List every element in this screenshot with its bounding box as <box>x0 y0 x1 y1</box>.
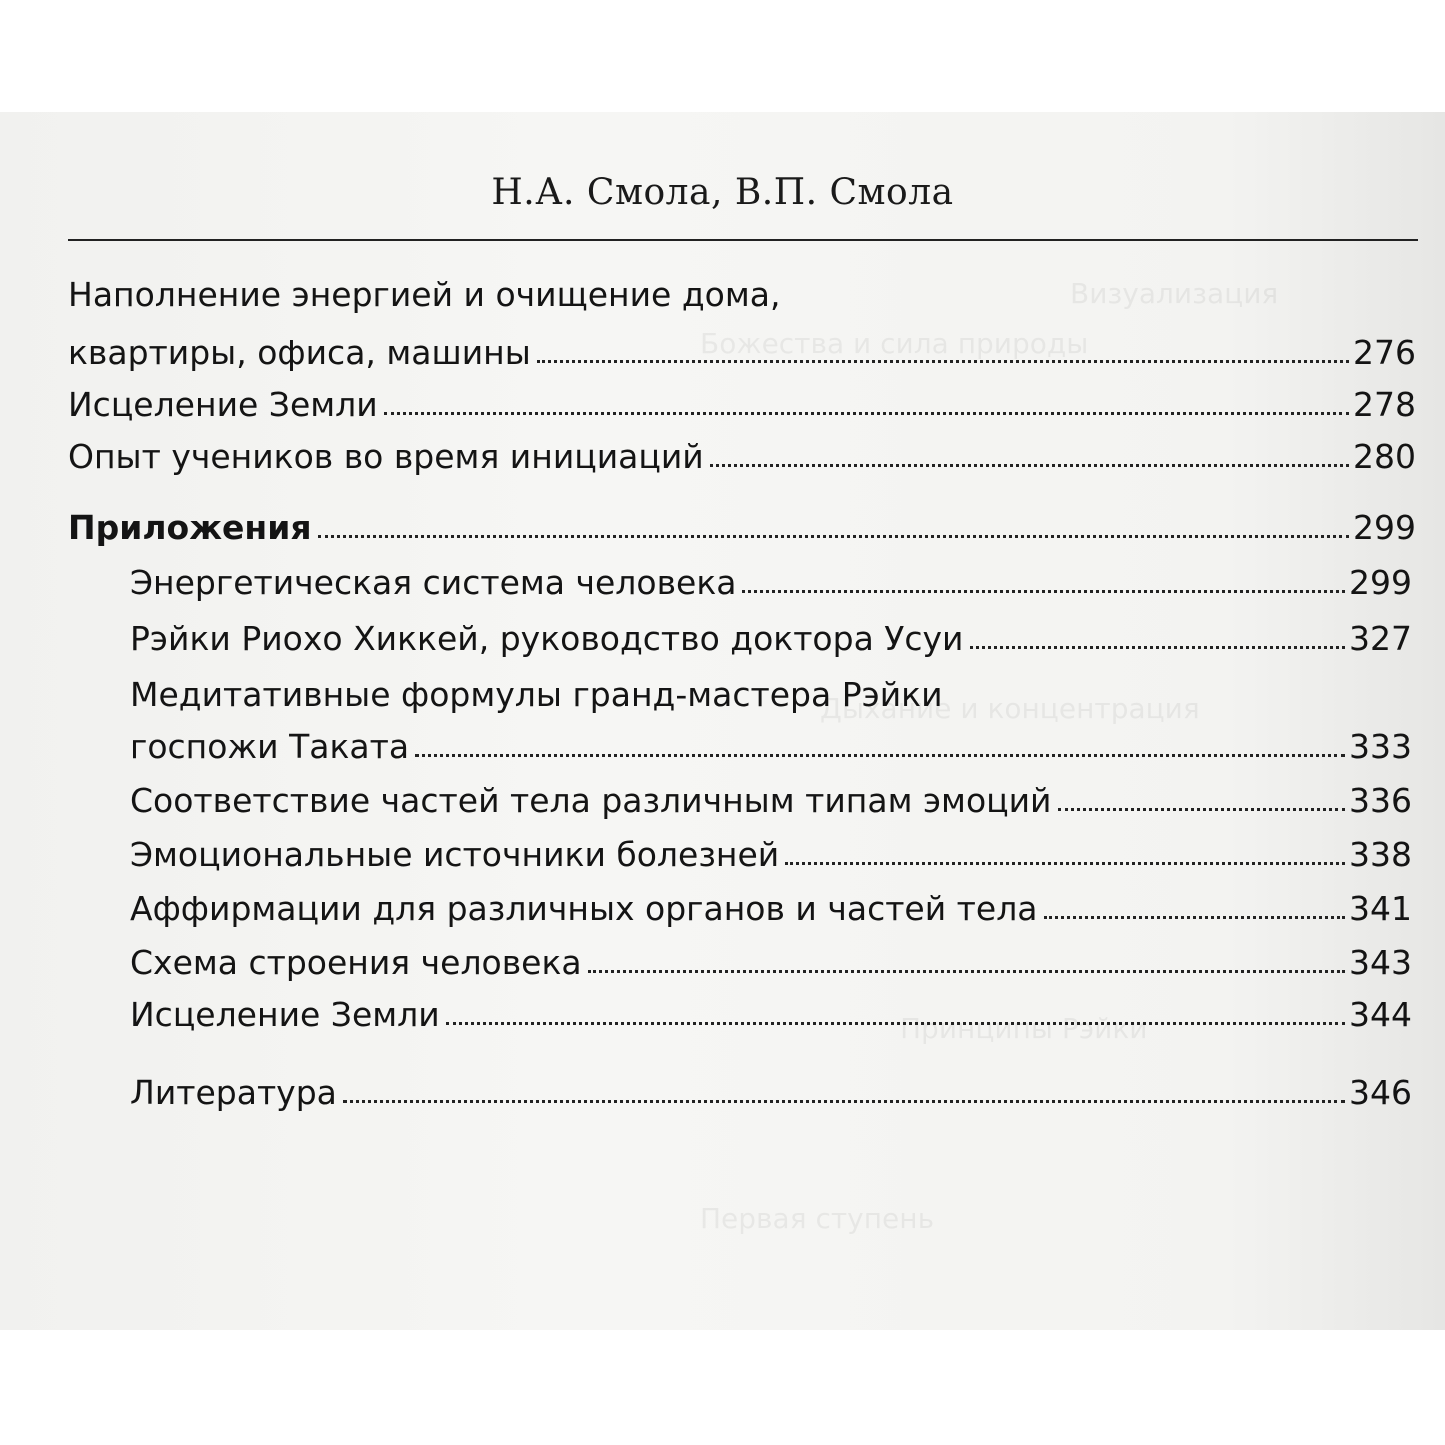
toc-entry-title: Исцеление Земли <box>130 995 440 1034</box>
toc-page-number: 278 <box>1353 385 1416 424</box>
dot-leader <box>537 360 1349 363</box>
toc-entry-line <box>130 664 943 714</box>
table-of-contents <box>0 112 1445 1330</box>
toc-subentry <box>130 552 1412 602</box>
toc-subentry <box>130 1062 1412 1112</box>
toc-entry-title: Аффирмации для различных органов и частей тела <box>130 889 1038 928</box>
toc-page-number: 333 <box>1349 727 1412 766</box>
toc-page-number: 341 <box>1349 889 1412 928</box>
toc-section-title: Приложения <box>68 508 312 547</box>
show-through-text: Первая ступень <box>700 1202 935 1235</box>
toc-page-number: 327 <box>1349 619 1412 658</box>
dot-leader <box>415 754 1345 757</box>
show-through-text: Дыхание и концентрация <box>820 692 1200 725</box>
toc-page-number: 280 <box>1353 437 1416 476</box>
toc-subentry <box>130 608 1412 658</box>
toc-entry-title: Исцеление Земли <box>68 385 378 424</box>
toc-entry-title: Опыт учеников во время инициаций <box>68 437 704 476</box>
show-through-text: Божества и сила природы <box>700 327 1089 360</box>
dot-leader <box>318 535 1349 538</box>
toc-page-number: 346 <box>1349 1073 1412 1112</box>
running-header: Н.А. Смола, В.П. Смола <box>491 172 954 213</box>
dot-leader <box>785 862 1345 865</box>
toc-page-number: 336 <box>1349 781 1412 820</box>
toc-subentry <box>130 878 1412 928</box>
show-through-text: Принципы Рэйки <box>900 1012 1148 1045</box>
toc-subentry <box>130 716 1412 766</box>
toc-entry <box>68 322 1416 372</box>
toc-entry-title: квартиры, офиса, машины <box>68 333 531 372</box>
toc-page-number: 299 <box>1349 563 1412 602</box>
toc-subentry <box>130 984 1412 1034</box>
dot-leader <box>384 412 1349 415</box>
toc-entry-title: Рэйки Риохо Хиккей, руководство доктора Усуи <box>130 619 964 658</box>
toc-entry-line <box>68 264 780 314</box>
toc-subentry <box>130 770 1412 820</box>
toc-entry-title: Схема строения человека <box>130 943 582 982</box>
toc-entry-title: Эмоциональные источники болезней <box>130 835 780 874</box>
toc-entry-title: Наполнение энергией и очищение дома, <box>68 275 781 314</box>
toc-entry-title: госпожи Таката <box>130 727 410 766</box>
dot-leader <box>710 464 1349 467</box>
toc-page-number: 344 <box>1349 995 1412 1034</box>
dot-leader <box>1044 916 1345 919</box>
toc-subentry <box>130 932 1412 982</box>
dot-leader <box>446 1022 1345 1025</box>
toc-subentry <box>130 824 1412 874</box>
dot-leader <box>588 970 1345 973</box>
toc-entry <box>68 374 1416 424</box>
toc-entry-title: Литература <box>130 1073 337 1112</box>
book-page <box>0 112 1445 1330</box>
toc-page-number: 299 <box>1353 508 1416 547</box>
toc-entry <box>68 426 1416 476</box>
toc-section <box>68 497 1416 547</box>
dot-leader <box>1058 808 1345 811</box>
dot-leader <box>742 590 1345 593</box>
dot-leader <box>970 646 1345 649</box>
toc-entry-title: Соответствие частей тела различным типам эмоций <box>130 781 1052 820</box>
toc-entry-title: Энергетическая система человека <box>130 563 737 602</box>
show-through-text: Визуализация <box>1070 277 1279 310</box>
toc-page-number: 343 <box>1349 943 1412 982</box>
toc-page-number: 338 <box>1349 835 1412 874</box>
dot-leader <box>343 1100 1345 1103</box>
toc-page-number: 276 <box>1353 333 1416 372</box>
toc-entry-title: Медитативные формулы гранд-мастера Рэйки <box>130 675 943 714</box>
